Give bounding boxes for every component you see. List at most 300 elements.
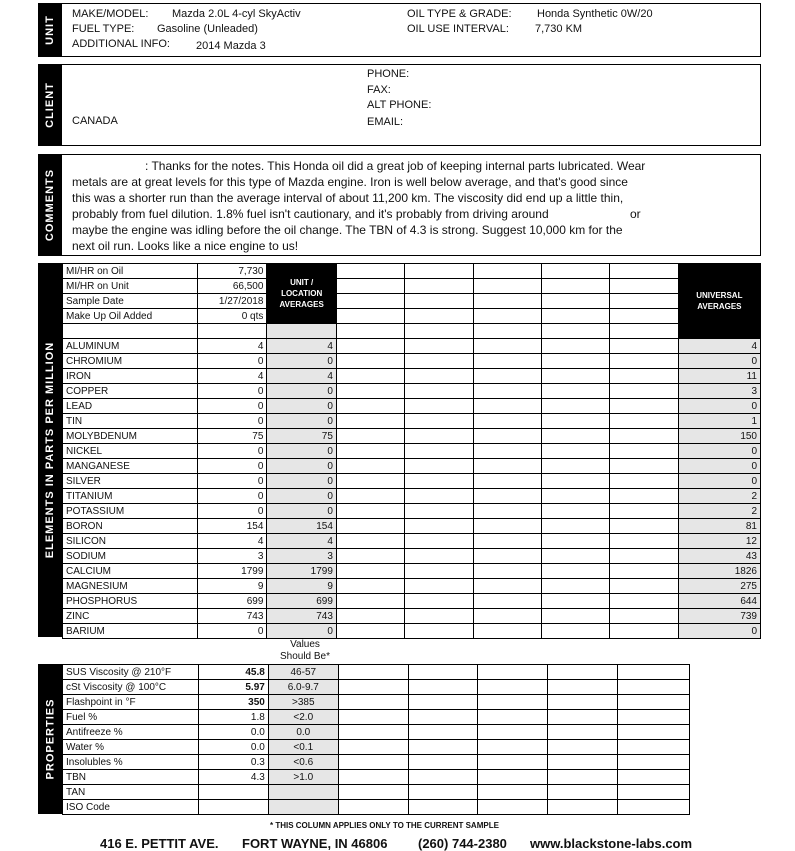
values-should-be-header: Values Should Be* (279, 639, 331, 662)
empty-cell (610, 369, 678, 384)
empty-cell (610, 264, 678, 279)
element-unit-average: 699 (267, 594, 337, 609)
element-name: TITANIUM (63, 489, 198, 504)
property-name: ISO Code (63, 800, 199, 815)
element-unit-average: 0 (267, 414, 337, 429)
property-name: Insolubles % (63, 755, 199, 770)
empty-cell (405, 339, 473, 354)
empty-cell (542, 444, 610, 459)
empty-cell (548, 725, 618, 740)
additional-info-label: ADDITIONAL INFO: (72, 38, 170, 50)
element-universal-average: 2 (678, 489, 760, 504)
element-row (63, 609, 761, 624)
empty-cell (542, 504, 610, 519)
empty-cell (548, 785, 618, 800)
empty-cell (336, 279, 404, 294)
empty-cell (405, 489, 473, 504)
property-name: TBN (63, 770, 199, 785)
empty-cell (542, 324, 610, 339)
empty-cell (610, 459, 678, 474)
empty-cell (473, 609, 541, 624)
empty-cell (408, 710, 478, 725)
property-row (63, 695, 690, 710)
elements-table (62, 263, 761, 639)
empty-cell (473, 279, 541, 294)
empty-cell (542, 339, 610, 354)
empty-cell (405, 564, 473, 579)
empty-cell (473, 519, 541, 534)
element-value: 0 (197, 399, 267, 414)
empty-cell (542, 519, 610, 534)
empty-cell (478, 770, 548, 785)
element-row (63, 489, 761, 504)
property-row (63, 770, 690, 785)
element-row (63, 444, 761, 459)
empty-cell (338, 680, 408, 695)
empty-cell (542, 309, 610, 324)
comment-line: probably from fuel dilution. 1.8% fuel isn't cautionary, and it's probably from driving around or (72, 207, 641, 221)
element-row (63, 504, 761, 519)
info-row (63, 309, 761, 324)
empty-cell (478, 695, 548, 710)
empty-cell (473, 369, 541, 384)
unit-section-label: UNIT (38, 3, 62, 57)
additional-info-value: 2014 Mazda 3 (196, 40, 266, 52)
property-should-be: 46-57 (268, 665, 338, 680)
empty-cell (610, 324, 678, 339)
fuel-type-value: Gasoline (Unleaded) (157, 23, 258, 35)
empty-cell (548, 695, 618, 710)
element-row (63, 429, 761, 444)
element-universal-average: 0 (678, 399, 760, 414)
empty-cell (473, 504, 541, 519)
property-name: cSt Viscosity @ 100°C (63, 680, 199, 695)
element-universal-average: 0 (678, 474, 760, 489)
empty-cell (338, 695, 408, 710)
empty-cell (336, 489, 404, 504)
element-value: 0 (197, 459, 267, 474)
empty-cell (610, 534, 678, 549)
element-name: CHROMIUM (63, 354, 198, 369)
phone-label: PHONE: (367, 68, 410, 80)
property-name: Fuel % (63, 710, 199, 725)
comment-line: : Thanks for the notes. This Honda oil did a great job of keeping internal parts lubricated. Wear (145, 159, 646, 173)
empty-cell (542, 279, 610, 294)
empty-cell (336, 294, 404, 309)
properties-table (62, 664, 690, 815)
empty-cell (610, 489, 678, 504)
element-name: COPPER (63, 384, 198, 399)
comment-line: this was a shorter run than the average interval of about 11,200 km. The viscosity did end up a little thin, (72, 191, 624, 205)
empty-cell (610, 294, 678, 309)
element-row (63, 399, 761, 414)
property-should-be: <0.1 (268, 740, 338, 755)
elements-section-label: ELEMENTS IN PARTS PER MILLION (38, 263, 62, 637)
empty-cell (405, 369, 473, 384)
property-name: Antifreeze % (63, 725, 199, 740)
element-unit-average: 3 (267, 549, 337, 564)
fax-label: FAX: (367, 84, 391, 96)
element-universal-average: 1 (678, 414, 760, 429)
empty-cell (542, 534, 610, 549)
empty-cell (336, 384, 404, 399)
empty-cell (542, 459, 610, 474)
empty-cell (548, 680, 618, 695)
element-row (63, 474, 761, 489)
empty-cell (478, 785, 548, 800)
element-row (63, 579, 761, 594)
property-name: Water % (63, 740, 199, 755)
property-row (63, 710, 690, 725)
element-universal-average: 43 (678, 549, 760, 564)
property-value: 45.8 (198, 665, 268, 680)
empty-cell (548, 740, 618, 755)
empty-cell (618, 785, 690, 800)
property-name: SUS Viscosity @ 210°F (63, 665, 199, 680)
info-label: MI/HR on Oil (63, 264, 198, 279)
empty-cell (336, 624, 404, 639)
empty-cell (542, 594, 610, 609)
element-value: 4 (197, 534, 267, 549)
element-value: 0 (197, 624, 267, 639)
element-value: 1799 (197, 564, 267, 579)
empty-cell (610, 384, 678, 399)
empty-cell (478, 665, 548, 680)
empty-cell (338, 755, 408, 770)
empty-cell (610, 624, 678, 639)
empty-cell (478, 680, 548, 695)
comments-section-label: COMMENTS (38, 154, 62, 256)
empty-cell (473, 624, 541, 639)
empty-cell (405, 444, 473, 459)
empty-cell (336, 504, 404, 519)
empty-cell (473, 309, 541, 324)
empty-cell (542, 384, 610, 399)
unit-averages-header: UNIT / LOCATION AVERAGES (267, 264, 337, 324)
property-value: 0.0 (198, 725, 268, 740)
element-name: POTASSIUM (63, 504, 198, 519)
empty-cell (473, 564, 541, 579)
element-name: CALCIUM (63, 564, 198, 579)
empty-cell (610, 549, 678, 564)
element-value: 743 (197, 609, 267, 624)
empty-cell (473, 339, 541, 354)
empty-cell (542, 399, 610, 414)
element-row (63, 414, 761, 429)
element-value: 0 (197, 384, 267, 399)
empty-cell (548, 770, 618, 785)
element-row (63, 369, 761, 384)
property-should-be: 6.0-9.7 (268, 680, 338, 695)
empty-cell (618, 680, 690, 695)
empty-cell (542, 264, 610, 279)
spacer-row (63, 324, 761, 339)
element-value: 0 (197, 444, 267, 459)
element-name: TIN (63, 414, 198, 429)
comment-line: next oil run. Looks like a nice engine to us! (72, 239, 299, 253)
element-row (63, 594, 761, 609)
empty-cell (408, 755, 478, 770)
empty-cell (63, 324, 198, 339)
element-universal-average: 644 (678, 594, 760, 609)
element-name: IRON (63, 369, 198, 384)
element-unit-average: 0 (267, 444, 337, 459)
property-should-be: >385 (268, 695, 338, 710)
element-value: 0 (197, 474, 267, 489)
element-unit-average: 4 (267, 534, 337, 549)
empty-cell (338, 785, 408, 800)
empty-cell (405, 309, 473, 324)
empty-cell (336, 264, 404, 279)
empty-cell (408, 800, 478, 815)
empty-cell (336, 354, 404, 369)
empty-cell (336, 339, 404, 354)
property-row (63, 800, 690, 815)
info-row (63, 294, 761, 309)
property-should-be (268, 800, 338, 815)
element-unit-average: 0 (267, 399, 337, 414)
empty-cell (405, 384, 473, 399)
empty-cell (408, 770, 478, 785)
property-value: 0.3 (198, 755, 268, 770)
element-unit-average: 75 (267, 429, 337, 444)
element-universal-average: 150 (678, 429, 760, 444)
empty-cell (405, 399, 473, 414)
element-value: 0 (197, 414, 267, 429)
element-name: BARIUM (63, 624, 198, 639)
empty-cell (338, 800, 408, 815)
element-value: 4 (197, 339, 267, 354)
element-universal-average: 0 (678, 354, 760, 369)
empty-cell (338, 665, 408, 680)
element-unit-average: 154 (267, 519, 337, 534)
element-name: MANGANESE (63, 459, 198, 474)
empty-cell (473, 579, 541, 594)
empty-cell (542, 474, 610, 489)
footer-address: 416 E. PETTIT AVE. (100, 836, 219, 851)
footer-phone: (260) 744-2380 (418, 836, 507, 851)
empty-cell (405, 579, 473, 594)
element-universal-average: 12 (678, 534, 760, 549)
email-label: EMAIL: (367, 116, 404, 128)
empty-cell (336, 309, 404, 324)
empty-cell (408, 695, 478, 710)
element-row (63, 384, 761, 399)
oil-interval-value: 7,730 KM (535, 23, 583, 35)
element-unit-average: 0 (267, 459, 337, 474)
empty-cell (405, 609, 473, 624)
footer-website: www.blackstone-labs.com (530, 836, 693, 851)
element-name: SILICON (63, 534, 198, 549)
element-name: LEAD (63, 399, 198, 414)
info-value: 7,730 (197, 264, 267, 279)
info-value: 1/27/2018 (197, 294, 267, 309)
empty-cell (408, 680, 478, 695)
empty-cell (336, 549, 404, 564)
empty-cell (336, 444, 404, 459)
element-value: 75 (197, 429, 267, 444)
empty-cell (473, 429, 541, 444)
element-row (63, 354, 761, 369)
empty-cell (610, 399, 678, 414)
element-name: MAGNESIUM (63, 579, 198, 594)
element-universal-average: 0 (678, 444, 760, 459)
empty-cell (408, 740, 478, 755)
element-value: 9 (197, 579, 267, 594)
empty-cell (473, 594, 541, 609)
element-name: MOLYBDENUM (63, 429, 198, 444)
property-value: 350 (198, 695, 268, 710)
property-row (63, 680, 690, 695)
element-name: ZINC (63, 609, 198, 624)
property-row (63, 725, 690, 740)
client-country: CANADA (72, 115, 118, 127)
empty-cell (405, 324, 473, 339)
empty-cell (405, 474, 473, 489)
element-universal-average: 275 (678, 579, 760, 594)
empty-cell (548, 665, 618, 680)
element-unit-average: 743 (267, 609, 337, 624)
empty-cell (542, 579, 610, 594)
empty-cell (542, 624, 610, 639)
element-universal-average: 3 (678, 384, 760, 399)
element-value: 154 (197, 519, 267, 534)
empty-cell (610, 579, 678, 594)
property-should-be (268, 785, 338, 800)
empty-cell (336, 459, 404, 474)
element-name: NICKEL (63, 444, 198, 459)
empty-cell (405, 279, 473, 294)
empty-cell (473, 444, 541, 459)
element-name: BORON (63, 519, 198, 534)
empty-cell (478, 755, 548, 770)
empty-cell (473, 414, 541, 429)
oil-interval-label: OIL USE INTERVAL: (407, 23, 509, 35)
empty-cell (405, 414, 473, 429)
empty-cell (405, 504, 473, 519)
empty-cell (618, 755, 690, 770)
empty-cell (336, 399, 404, 414)
empty-cell (610, 474, 678, 489)
empty-cell (473, 399, 541, 414)
empty-cell (473, 354, 541, 369)
footer-city: FORT WAYNE, IN 46806 (242, 836, 388, 851)
empty-cell (478, 740, 548, 755)
empty-cell (610, 414, 678, 429)
empty-cell (610, 609, 678, 624)
element-value: 0 (197, 354, 267, 369)
empty-cell (542, 294, 610, 309)
element-row (63, 564, 761, 579)
empty-cell (542, 549, 610, 564)
empty-cell (405, 459, 473, 474)
element-name: ALUMINUM (63, 339, 198, 354)
element-unit-average: 0 (267, 354, 337, 369)
property-row (63, 755, 690, 770)
empty-cell (336, 429, 404, 444)
comment-line: maybe the engine was idling before the oil change. The TBN of 4.3 is strong. Suggest 10,000 km for the (72, 223, 623, 237)
empty-cell (478, 725, 548, 740)
empty-cell (336, 414, 404, 429)
element-value: 0 (197, 504, 267, 519)
empty-cell (610, 564, 678, 579)
universal-averages-header: UNIVERSAL AVERAGES (678, 264, 760, 339)
element-unit-average: 0 (267, 384, 337, 399)
empty-cell (618, 740, 690, 755)
empty-cell (610, 444, 678, 459)
property-value: 5.97 (198, 680, 268, 695)
property-value: 0.0 (198, 740, 268, 755)
empty-cell (336, 369, 404, 384)
empty-cell (610, 279, 678, 294)
comment-line: metals are at great levels for this type of Mazda engine. Iron is well below average, and that's good since (72, 175, 628, 189)
empty-cell (473, 549, 541, 564)
element-row (63, 549, 761, 564)
empty-cell (542, 609, 610, 624)
footnote: * THIS COLUMN APPLIES ONLY TO THE CURRENT SAMPLE (270, 821, 499, 830)
comments-text (72, 158, 752, 254)
element-value: 699 (197, 594, 267, 609)
empty-cell (618, 725, 690, 740)
oil-type-label: OIL TYPE & GRADE: (407, 8, 512, 20)
property-value: 4.3 (198, 770, 268, 785)
empty-cell (405, 354, 473, 369)
info-label: Sample Date (63, 294, 198, 309)
element-unit-average: 4 (267, 339, 337, 354)
element-universal-average: 0 (678, 624, 760, 639)
element-name: PHOSPHORUS (63, 594, 198, 609)
empty-cell (618, 665, 690, 680)
element-value: 0 (197, 489, 267, 504)
info-row (63, 279, 761, 294)
element-row (63, 624, 761, 639)
element-universal-average: 2 (678, 504, 760, 519)
element-row (63, 339, 761, 354)
info-label: Make Up Oil Added (63, 309, 198, 324)
empty-cell (336, 324, 404, 339)
empty-cell (473, 534, 541, 549)
element-row (63, 459, 761, 474)
element-row (63, 519, 761, 534)
property-row (63, 665, 690, 680)
empty-cell (336, 594, 404, 609)
element-row (63, 534, 761, 549)
element-unit-average: 1799 (267, 564, 337, 579)
empty-cell (405, 294, 473, 309)
empty-cell (473, 489, 541, 504)
empty-cell (542, 369, 610, 384)
property-value (198, 785, 268, 800)
element-unit-average: 4 (267, 369, 337, 384)
empty-cell (473, 324, 541, 339)
property-name: Flashpoint in °F (63, 695, 199, 710)
property-should-be: <0.6 (268, 755, 338, 770)
fuel-type-label: FUEL TYPE: (72, 23, 135, 35)
empty-cell (478, 710, 548, 725)
empty-cell (548, 710, 618, 725)
empty-cell (405, 264, 473, 279)
empty-cell (548, 755, 618, 770)
empty-cell (542, 414, 610, 429)
property-should-be: <2.0 (268, 710, 338, 725)
empty-cell (408, 665, 478, 680)
property-should-be: >1.0 (268, 770, 338, 785)
element-unit-average: 0 (267, 474, 337, 489)
properties-section-label: PROPERTIES (38, 664, 62, 814)
comment-or-word: or (630, 207, 641, 221)
empty-cell (610, 354, 678, 369)
empty-cell (338, 710, 408, 725)
